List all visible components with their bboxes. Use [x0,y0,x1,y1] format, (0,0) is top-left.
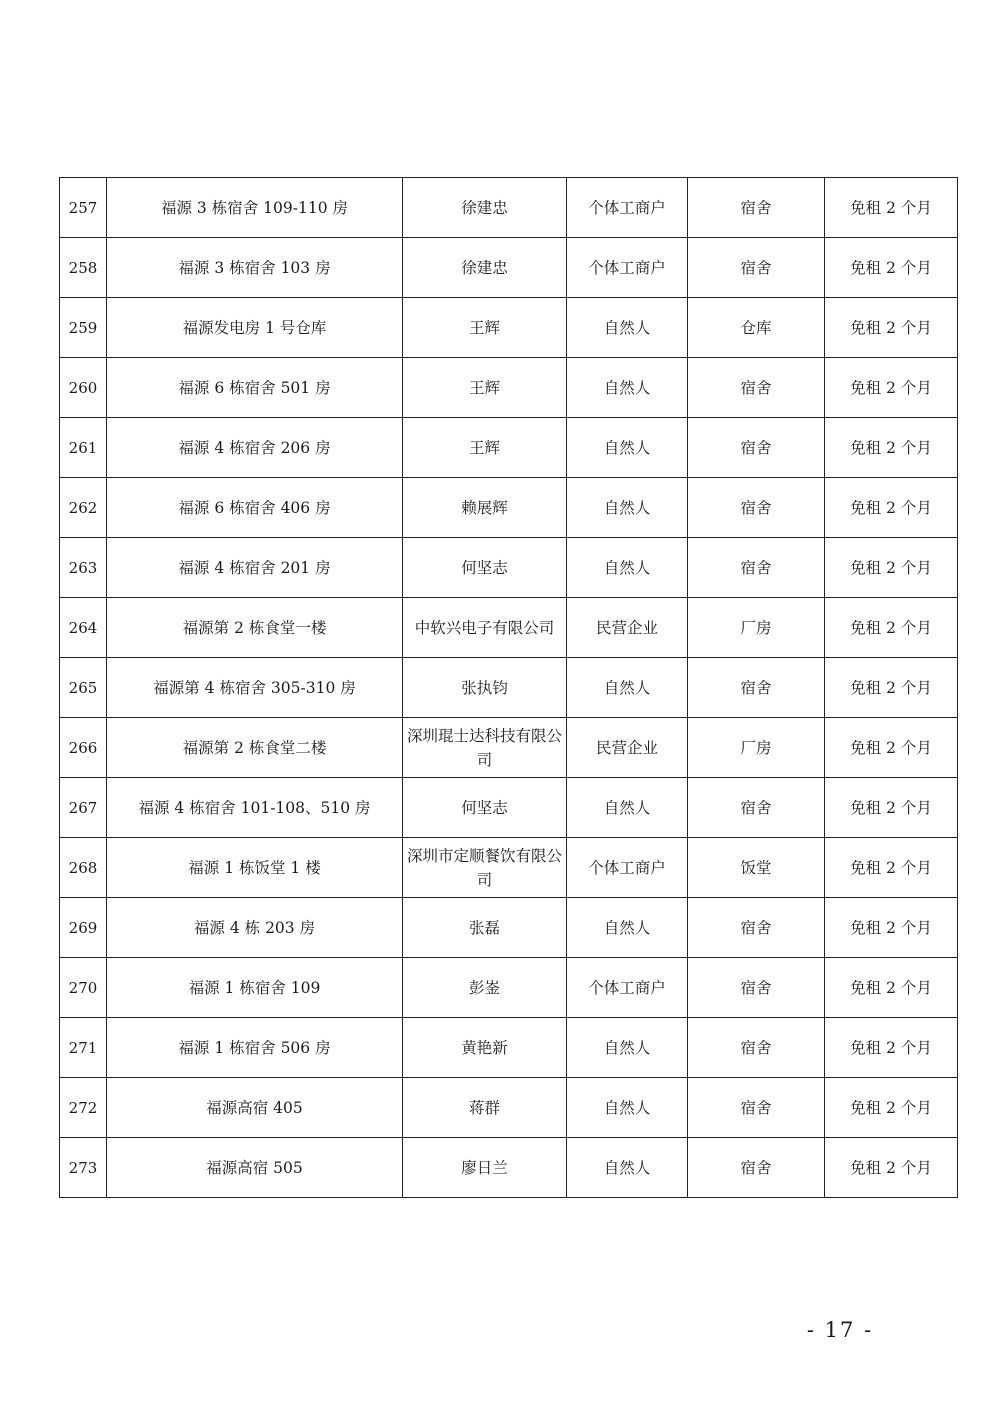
cell-number: 264 [60,598,107,658]
cell-location: 福源 3 栋宿舍 103 房 [107,238,403,298]
cell-tenant: 王辉 [403,418,567,478]
table-row [60,598,958,658]
table-row [60,658,958,718]
cell-location: 福源 4 栋宿舍 101-108、510 房 [107,778,403,838]
cell-usage: 宿舍 [688,178,825,238]
cell-tenant-type: 民营企业 [567,598,688,658]
table-body [60,178,958,1198]
cell-usage: 宿舍 [688,778,825,838]
cell-usage: 宿舍 [688,1138,825,1198]
cell-tenant-type: 自然人 [567,1078,688,1138]
cell-tenant: 王辉 [403,358,567,418]
cell-number: 269 [60,898,107,958]
cell-location: 福源第 2 栋食堂二楼 [107,718,403,778]
cell-location: 福源第 4 栋宿舍 305-310 房 [107,658,403,718]
table-row [60,958,958,1018]
table-row [60,238,958,298]
cell-usage: 宿舍 [688,478,825,538]
cell-tenant-type: 自然人 [567,538,688,598]
cell-tenant-type: 个体工商户 [567,238,688,298]
cell-rent-relief: 免租 2 个月 [825,1078,958,1138]
cell-rent-relief: 免租 2 个月 [825,1138,958,1198]
cell-usage: 厂房 [688,718,825,778]
table-row [60,1138,958,1198]
cell-tenant-type: 自然人 [567,658,688,718]
table-row [60,838,958,898]
cell-usage: 宿舍 [688,238,825,298]
cell-location: 福源高宿 405 [107,1078,403,1138]
cell-rent-relief: 免租 2 个月 [825,178,958,238]
cell-rent-relief: 免租 2 个月 [825,778,958,838]
cell-usage: 宿舍 [688,898,825,958]
cell-tenant: 徐建忠 [403,178,567,238]
cell-rent-relief: 免租 2 个月 [825,598,958,658]
cell-usage: 宿舍 [688,358,825,418]
cell-rent-relief: 免租 2 个月 [825,898,958,958]
cell-tenant-type: 个体工商户 [567,958,688,1018]
cell-usage: 仓库 [688,298,825,358]
cell-rent-relief: 免租 2 个月 [825,478,958,538]
cell-tenant-type: 个体工商户 [567,838,688,898]
cell-tenant: 中软兴电子有限公司 [403,598,567,658]
cell-usage: 宿舍 [688,538,825,598]
cell-number: 262 [60,478,107,538]
cell-location: 福源高宿 505 [107,1138,403,1198]
cell-location: 福源发电房 1 号仓库 [107,298,403,358]
cell-location: 福源 1 栋宿舍 506 房 [107,1018,403,1078]
cell-number: 257 [60,178,107,238]
cell-tenant-type: 自然人 [567,1018,688,1078]
table-row [60,178,958,238]
cell-location: 福源 1 栋宿舍 109 [107,958,403,1018]
cell-tenant-type: 自然人 [567,478,688,538]
cell-location: 福源 1 栋饭堂 1 楼 [107,838,403,898]
cell-location: 福源 3 栋宿舍 109-110 房 [107,178,403,238]
cell-rent-relief: 免租 2 个月 [825,718,958,778]
cell-usage: 宿舍 [688,958,825,1018]
cell-tenant: 徐建忠 [403,238,567,298]
cell-number: 261 [60,418,107,478]
cell-number: 267 [60,778,107,838]
table-row [60,478,958,538]
cell-number: 271 [60,1018,107,1078]
cell-number: 268 [60,838,107,898]
cell-rent-relief: 免租 2 个月 [825,418,958,478]
cell-tenant: 彭崟 [403,958,567,1018]
cell-number: 265 [60,658,107,718]
cell-tenant: 深圳琨士达科技有限公司 [403,718,567,778]
cell-rent-relief: 免租 2 个月 [825,238,958,298]
table-row [60,538,958,598]
table-row [60,1078,958,1138]
cell-location: 福源 6 栋宿舍 501 房 [107,358,403,418]
cell-rent-relief: 免租 2 个月 [825,838,958,898]
cell-number: 258 [60,238,107,298]
cell-rent-relief: 免租 2 个月 [825,1018,958,1078]
cell-number: 273 [60,1138,107,1198]
table-row [60,718,958,778]
cell-tenant: 黄艳新 [403,1018,567,1078]
cell-tenant-type: 自然人 [567,898,688,958]
table-row [60,418,958,478]
cell-tenant-type: 民营企业 [567,718,688,778]
cell-tenant: 廖日兰 [403,1138,567,1198]
cell-location: 福源 4 栋宿舍 206 房 [107,418,403,478]
cell-number: 259 [60,298,107,358]
cell-rent-relief: 免租 2 个月 [825,358,958,418]
cell-tenant-type: 自然人 [567,358,688,418]
cell-tenant: 何坚志 [403,538,567,598]
cell-number: 270 [60,958,107,1018]
cell-tenant-type: 自然人 [567,298,688,358]
cell-location: 福源第 2 栋食堂一楼 [107,598,403,658]
cell-usage: 宿舍 [688,1018,825,1078]
cell-tenant: 蒋群 [403,1078,567,1138]
cell-usage: 宿舍 [688,658,825,718]
cell-rent-relief: 免租 2 个月 [825,658,958,718]
page-number: - 17 - [806,1318,874,1342]
cell-tenant: 张执钧 [403,658,567,718]
cell-usage: 宿舍 [688,418,825,478]
table-row [60,298,958,358]
cell-usage: 厂房 [688,598,825,658]
cell-rent-relief: 免租 2 个月 [825,538,958,598]
cell-tenant-type: 自然人 [567,778,688,838]
cell-tenant: 王辉 [403,298,567,358]
cell-number: 263 [60,538,107,598]
table-row [60,358,958,418]
table-row [60,1018,958,1078]
cell-tenant: 赖展辉 [403,478,567,538]
cell-location: 福源 4 栋宿舍 201 房 [107,538,403,598]
cell-usage: 饭堂 [688,838,825,898]
cell-number: 260 [60,358,107,418]
cell-rent-relief: 免租 2 个月 [825,958,958,1018]
cell-rent-relief: 免租 2 个月 [825,298,958,358]
cell-tenant: 何坚志 [403,778,567,838]
cell-tenant: 张磊 [403,898,567,958]
cell-tenant: 深圳市定顺餐饮有限公司 [403,838,567,898]
cell-number: 266 [60,718,107,778]
table-row [60,898,958,958]
cell-number: 272 [60,1078,107,1138]
cell-location: 福源 4 栋 203 房 [107,898,403,958]
cell-usage: 宿舍 [688,1078,825,1138]
rent-relief-table [59,177,958,1198]
cell-tenant-type: 个体工商户 [567,178,688,238]
cell-tenant-type: 自然人 [567,1138,688,1198]
cell-tenant-type: 自然人 [567,418,688,478]
table-row [60,778,958,838]
cell-location: 福源 6 栋宿舍 406 房 [107,478,403,538]
